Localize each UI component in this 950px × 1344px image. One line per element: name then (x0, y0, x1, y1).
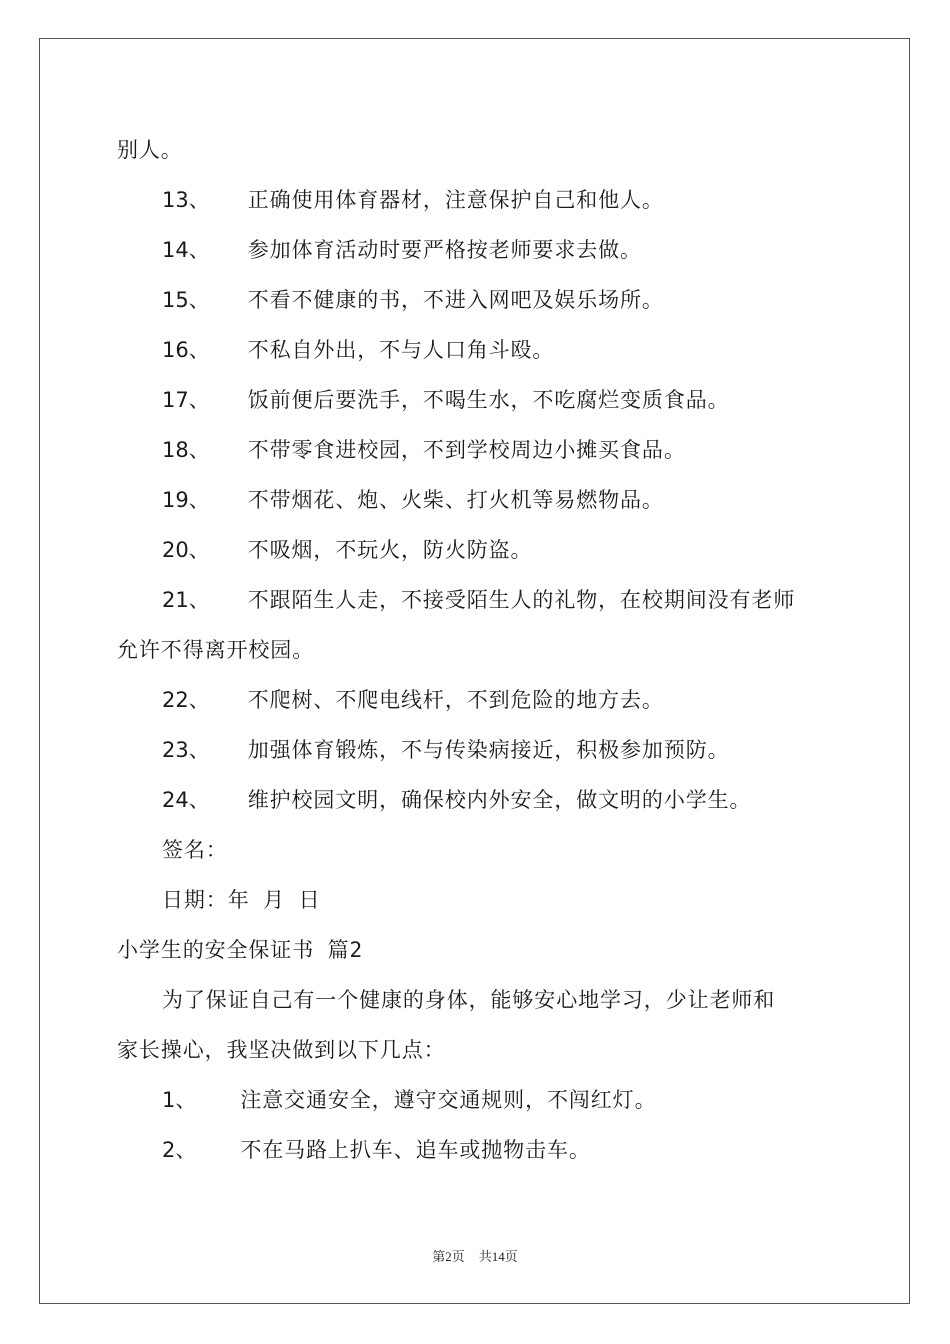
item-number: 13、 (162, 188, 210, 212)
item-text: 参加体育活动时要严格按老师要求去做。 (247, 238, 642, 262)
item-number: 22、 (162, 688, 210, 712)
continued-line: 允许不得离开校园。 (117, 638, 315, 662)
section-title: 小学生的安全保证书 篇2 (117, 938, 364, 962)
item-text: 不带烟花、炮、火柴、打火机等易燃物品。 (247, 488, 664, 512)
page-number: 第2页 (432, 1249, 465, 1264)
list-item (162, 535, 532, 565)
item-number: 20、 (162, 538, 210, 562)
page-footer (0, 1246, 950, 1265)
item-text: 正确使用体育器材，注意保护自己和他人。 (247, 188, 664, 212)
list-item (162, 1085, 656, 1115)
list-item (162, 485, 664, 515)
item-number: 17、 (162, 388, 210, 412)
item-number: 16、 (162, 338, 210, 362)
item-text: 不带零食进校园，不到学校周边小摊买食品。 (247, 438, 686, 462)
item-number: 19、 (162, 488, 210, 512)
list-item (162, 735, 730, 765)
item-text: 维护校园文明，确保校内外安全，做文明的小学生。 (247, 788, 752, 812)
item-text: 加强体育锻炼，不与传染病接近，积极参加预防。 (247, 738, 730, 762)
list-item (162, 585, 795, 615)
intro-paragraph-line: 家长操心，我坚决做到以下几点： (117, 1038, 446, 1062)
intro-paragraph-line: 为了保证自己有一个健康的身体，能够安心地学习，少让老师和 (162, 988, 776, 1012)
item-text: 不跟陌生人走，不接受陌生人的礼物，在校期间没有老师 (247, 588, 796, 612)
item-number: 21、 (162, 588, 210, 612)
list-item (162, 435, 686, 465)
item-number: 14、 (162, 238, 210, 262)
item-text: 不吸烟，不玩火，防火防盗。 (247, 538, 533, 562)
list-item (162, 185, 664, 215)
item-number: 24、 (162, 788, 210, 812)
list-item (162, 1135, 591, 1165)
list-item (162, 685, 664, 715)
list-item (162, 785, 751, 815)
list-item (162, 285, 664, 315)
item-number: 15、 (162, 288, 210, 312)
item-text: 饭前便后要洗手，不喝生水，不吃腐烂变质食品。 (247, 388, 730, 412)
item-text: 不看不健康的书，不进入网吧及娱乐场所。 (247, 288, 664, 312)
list-item (162, 335, 554, 365)
item-number: 18、 (162, 438, 210, 462)
item-text: 不爬树、不爬电线杆，不到危险的地方去。 (247, 688, 664, 712)
item-number: 23、 (162, 738, 210, 762)
item-number: 1、 (162, 1088, 197, 1112)
continued-line: 别人。 (117, 138, 183, 162)
list-item (162, 385, 730, 415)
item-text: 不在马路上扒车、追车或抛物击车。 (240, 1138, 591, 1162)
list-item (162, 235, 642, 265)
signature-label: 签名： (162, 838, 228, 862)
item-text: 不私自外出，不与人口角斗殴。 (247, 338, 555, 362)
page-total: 共14页 (478, 1249, 518, 1264)
item-number: 2、 (162, 1138, 197, 1162)
date-label: 日期：年 月 日 (162, 888, 321, 912)
item-text: 注意交通安全，遵守交通规则，不闯红灯。 (240, 1088, 657, 1112)
